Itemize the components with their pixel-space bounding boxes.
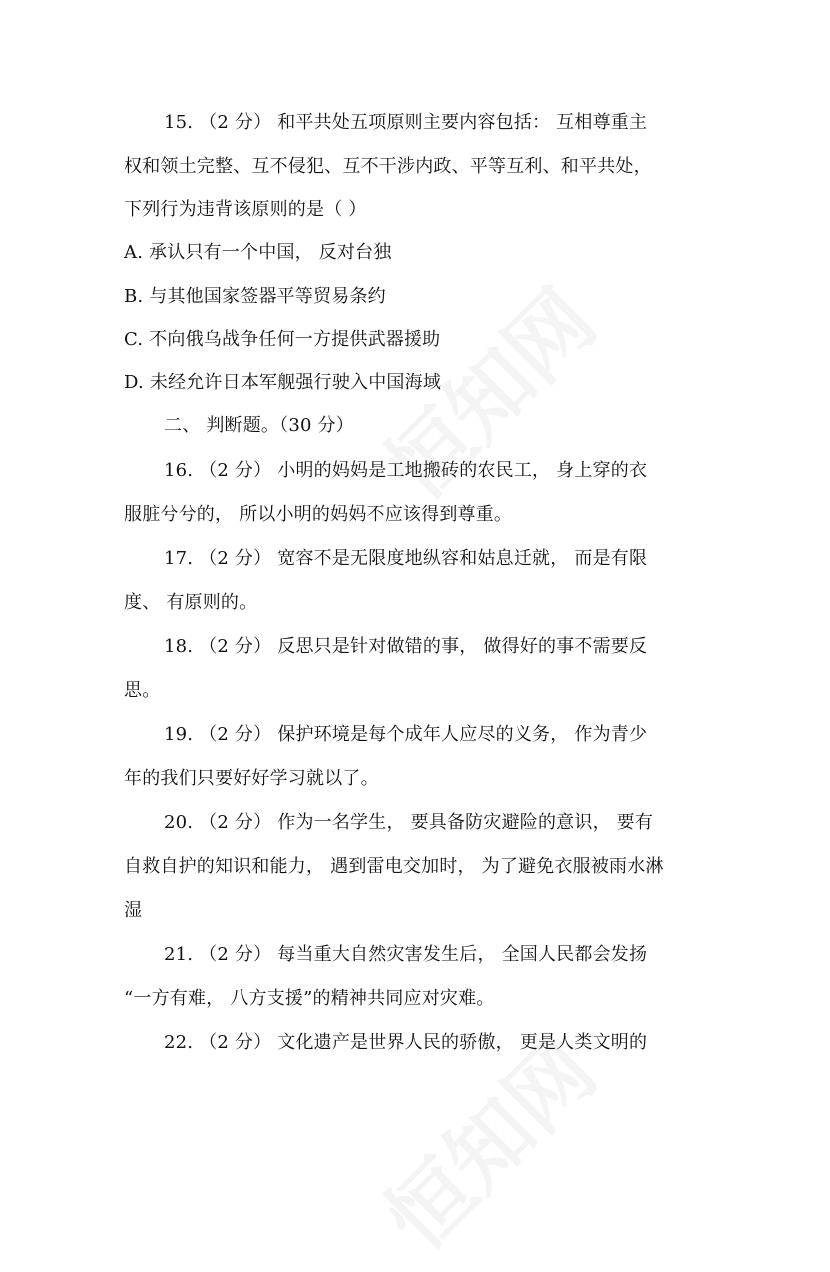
option-c: C. 不向俄乌战争任何一方提供武器援助 (124, 329, 441, 350)
section-heading: 二、 判断题。（30 分） (164, 415, 354, 436)
question-15-line-1: 15. （2 分） 和平共处五项原则主要内容包括： 互相尊重主 (164, 112, 648, 133)
question-16-line-1: 16. （2 分） 小明的妈妈是工地搬砖的农民工， 身上穿的衣 (164, 460, 648, 481)
question-18-line-1: 18. （2 分） 反思只是针对做错的事， 做得好的事不需要反 (164, 636, 648, 657)
question-15-line-2: 权和领土完整、互不侵犯、互不干涉内政、平等互利、和平共处， (124, 156, 652, 177)
question-15-line-3: 下列行为违背该原则的是（ ） (124, 199, 367, 220)
question-20-line-1: 20. （2 分） 作为一名学生， 要具备防灾避险的意识， 要有 (164, 812, 654, 833)
question-17-line-2: 度、 有原则的。 (124, 592, 258, 613)
option-d: D. 未经允许日本军舰强行驶入中国海域 (124, 372, 442, 393)
question-20-line-2: 自救自护的知识和能力， 遇到雷电交加时， 为了避免衣服被雨水淋 (124, 856, 664, 877)
question-17-line-1: 17. （2 分） 宽容不是无限度地纵容和姑息迁就， 而是有限 (164, 548, 648, 569)
question-18-line-2: 思。 (124, 680, 161, 701)
question-22-line-1: 22. （2 分） 文化遗产是世界人民的骄傲， 更是人类文明的 (164, 1032, 648, 1053)
question-21-line-2: “一方有难， 八方支援”的精神共同应对灾难。 (124, 988, 495, 1009)
question-19-line-2: 年的我们只要好好学习就以了。 (124, 768, 379, 789)
question-16-line-2: 服脏兮兮的， 所以小明的妈妈不应该得到尊重。 (124, 504, 513, 525)
option-b: B. 与其他国家签器平等贸易条约 (124, 286, 386, 307)
question-21-line-1: 21. （2 分） 每当重大自然灾害发生后， 全国人民都会发扬 (164, 944, 648, 965)
question-20-line-3: 湿 (124, 900, 143, 921)
option-a: A. 承认只有一个中国， 反对台独 (124, 242, 392, 263)
question-19-line-1: 19. （2 分） 保护环境是每个成年人应尽的义务， 作为青少 (164, 724, 648, 745)
